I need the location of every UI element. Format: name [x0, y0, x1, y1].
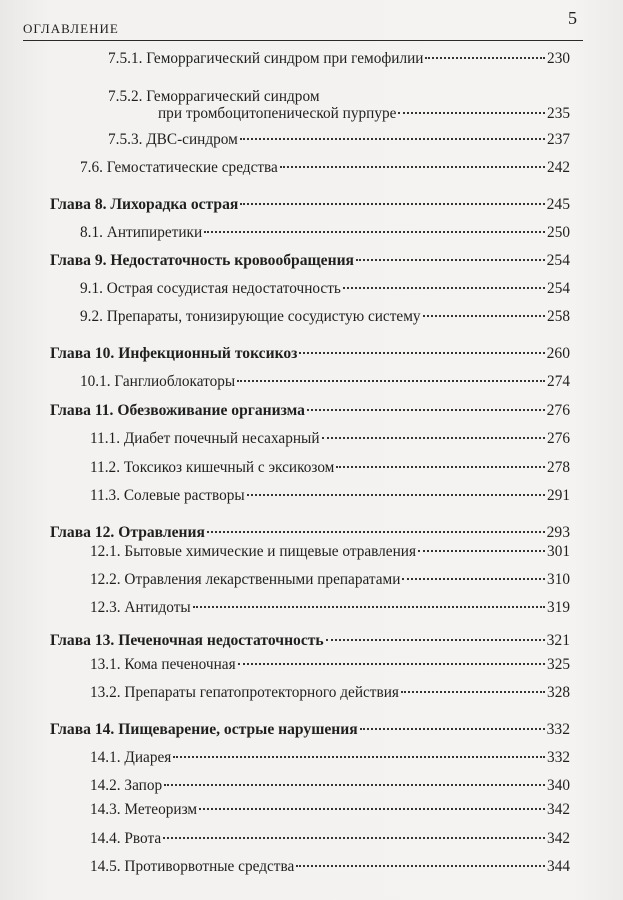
- toc-entry-label: 12.3. Антидоты: [90, 599, 191, 616]
- toc-chapter-label: Глава 13. Печеночная недостаточность: [50, 632, 324, 649]
- toc-entry[interactable]: [90, 428, 570, 450]
- toc-entry-page: 291: [547, 487, 570, 504]
- toc-entry-page: 342: [547, 830, 570, 847]
- dot-leader: [356, 259, 545, 261]
- toc-entry[interactable]: [80, 278, 570, 300]
- toc-entry-page: 230: [547, 50, 570, 67]
- toc-entry-label: 14.3. Метеоризм: [90, 801, 198, 818]
- dot-leader: [247, 494, 545, 496]
- toc-entry-label: 7.6. Гемостатические средства: [80, 159, 278, 176]
- dot-leader: [343, 287, 545, 289]
- toc-chapter-label: Глава 14. Пищеварение, острые нарушения: [50, 721, 358, 738]
- dot-leader: [398, 112, 545, 114]
- toc-chapter-label: Глава 9. Недостаточность кровообращения: [50, 252, 354, 269]
- toc-entry-label: 7.5.1. Геморрагический синдром при гемофилии: [108, 50, 424, 67]
- toc-entry-page: 274: [547, 373, 570, 390]
- toc-entry-label: 7.5.3. ДВС-синдром: [108, 131, 238, 148]
- toc-entry-page: 342: [547, 801, 570, 818]
- toc-entry-label: 14.4. Рвота: [90, 830, 162, 847]
- dot-leader: [322, 437, 546, 439]
- toc-entry-page: 254: [547, 280, 570, 297]
- dot-leader: [336, 466, 545, 468]
- toc-entry[interactable]: [90, 457, 570, 479]
- toc-chapter[interactable]: [50, 630, 570, 652]
- toc-entry-label: 12.2. Отравления лекарственными препаратами: [90, 571, 401, 588]
- dot-leader: [425, 57, 545, 59]
- dot-leader: [418, 550, 545, 552]
- toc-entry-page: 344: [547, 858, 570, 875]
- toc-entry-label: 11.1. Диабет почечный несахарный: [90, 430, 320, 447]
- dot-leader: [296, 865, 545, 867]
- dot-leader: [240, 138, 545, 140]
- toc-entry[interactable]: [90, 799, 570, 821]
- toc-entry[interactable]: [90, 569, 570, 591]
- toc-entry-label: 11.2. Токсикоз кишечный с эксикозом: [90, 459, 335, 476]
- toc-entry-page: 328: [547, 684, 570, 701]
- toc-entry-page: 321: [546, 632, 570, 649]
- toc-entry[interactable]: [90, 485, 570, 507]
- toc-chapter[interactable]: [50, 719, 570, 741]
- toc-entry-label: 14.1. Диарея: [90, 749, 172, 766]
- toc-entry[interactable]: [108, 48, 570, 70]
- page-number: 5: [568, 8, 577, 28]
- toc-chapter-label: Глава 11. Обезвоживание организма: [50, 402, 305, 419]
- dot-leader: [326, 639, 545, 641]
- dot-leader: [401, 691, 545, 693]
- toc-entry-page: 254: [546, 252, 570, 269]
- toc-entry-page: 319: [547, 599, 570, 616]
- toc-entry[interactable]: [80, 222, 570, 244]
- dot-leader: [402, 578, 545, 580]
- toc-entry-label: 10.1. Ганглиоблокаторы: [80, 373, 236, 390]
- toc-entry-page: 242: [547, 159, 570, 176]
- toc-entry[interactable]: [158, 103, 570, 125]
- toc-entry[interactable]: [90, 747, 570, 769]
- toc-chapter[interactable]: [50, 194, 570, 216]
- dot-leader: [163, 837, 545, 839]
- toc-entry-label: 8.1. Антипиретики: [80, 224, 203, 241]
- toc-entry-label: 9.1. Острая сосудистая недостаточность: [80, 280, 341, 297]
- toc-entry[interactable]: [90, 654, 570, 676]
- toc-entry-page: 293: [546, 524, 570, 541]
- toc-entry[interactable]: [80, 306, 570, 328]
- dot-leader: [193, 606, 545, 608]
- toc-entry-page: 276: [546, 402, 570, 419]
- dot-leader: [423, 315, 546, 317]
- toc-entry-label[interactable]: 7.5.2. Геморрагический синдром: [108, 88, 320, 105]
- dot-leader: [360, 728, 545, 730]
- toc-chapter-label: Глава 8. Лихорадка острая: [50, 196, 239, 213]
- toc-chapter-label: Глава 12. Отравления: [50, 524, 205, 541]
- dot-leader: [280, 166, 545, 168]
- toc-entry[interactable]: [90, 828, 570, 850]
- toc-entry-label: 13.2. Препараты гепатопротекторного действия: [90, 684, 399, 701]
- toc-entry-page: 278: [547, 459, 570, 476]
- toc-entry-page: 325: [547, 656, 570, 673]
- header-title: ОГЛАВЛЕНИЕ: [23, 21, 119, 36]
- toc-entry[interactable]: [80, 371, 570, 393]
- toc-entry-label: 14.2. Запор: [90, 777, 163, 794]
- toc-entry-label: 11.3. Солевые растворы: [90, 487, 245, 504]
- toc-entry-page: 332: [546, 721, 570, 738]
- dot-leader: [299, 352, 544, 354]
- dot-leader: [238, 663, 545, 665]
- toc-entry-page: 301: [547, 543, 570, 560]
- toc-entry-page: 276: [547, 430, 570, 447]
- toc-chapter[interactable]: [50, 250, 570, 272]
- dot-leader: [307, 409, 545, 411]
- toc-chapter[interactable]: [50, 400, 570, 422]
- toc-entry-page: 332: [547, 749, 570, 766]
- toc-entry[interactable]: [90, 597, 570, 619]
- toc-entry[interactable]: [90, 775, 570, 797]
- toc-chapter[interactable]: [50, 343, 570, 365]
- toc-entry[interactable]: [80, 157, 570, 179]
- dot-leader: [164, 784, 545, 786]
- toc-entry[interactable]: [108, 129, 570, 151]
- toc-entry-page: 258: [547, 308, 570, 325]
- dot-leader: [207, 531, 545, 533]
- toc-entry[interactable]: [90, 541, 570, 563]
- toc-entry-page: 310: [547, 571, 570, 588]
- dot-leader: [240, 203, 544, 205]
- toc-entry-page: 250: [547, 224, 570, 241]
- toc-entry-page: 237: [547, 131, 570, 148]
- toc-entry-page: 235: [547, 105, 570, 122]
- dot-leader: [173, 756, 545, 758]
- dot-leader: [204, 231, 545, 233]
- toc-entry[interactable]: [90, 682, 570, 704]
- toc-entry-label-continued: при тромбоцитопенической пурпуре: [158, 105, 397, 122]
- dot-leader: [199, 808, 545, 810]
- toc-chapter-label: Глава 10. Инфекционный токсикоз: [50, 345, 298, 362]
- toc-entry-label: 9.2. Препараты, тонизирующие сосудистую систему: [80, 308, 421, 325]
- toc-entry[interactable]: [90, 856, 570, 878]
- toc-entry-label: 12.1. Бытовые химические и пищевые отравления: [90, 543, 416, 560]
- toc-entry-page: 340: [547, 777, 570, 794]
- dot-leader: [237, 380, 545, 382]
- toc-entry-page: 260: [546, 345, 570, 362]
- toc-entry-label: 14.5. Противорвотные средства: [90, 858, 295, 875]
- toc-entry-label: 13.1. Кома печеночная: [90, 656, 236, 673]
- toc-entry-page: 245: [546, 196, 570, 213]
